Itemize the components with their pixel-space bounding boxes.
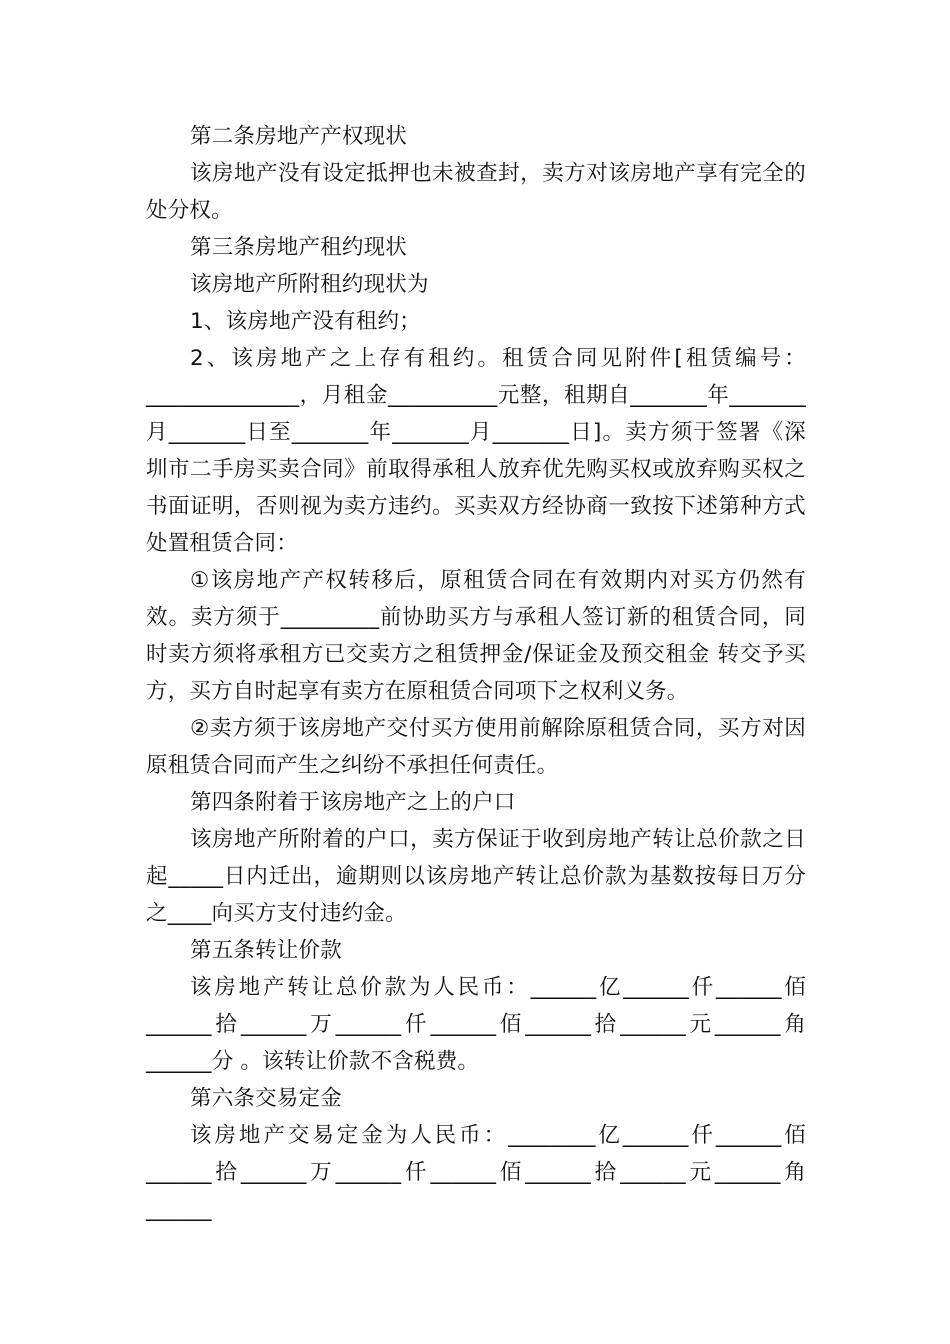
document-body: [146, 118, 806, 1228]
article-3-item-1: 1、该房地产没有租约；: [190, 309, 421, 334]
article-3-option-2: ②卖方须于该房地产交付买方使用前解除原租赁合同，买方对因原租赁合同而产生之纠纷不承担任何责任。: [146, 716, 806, 778]
article-4-heading: 第四条附着于该房地产之上的户口: [190, 790, 516, 815]
article-6-body: 该房地产交易定金为人民币：________亿______仟______佰______拾______万______仟______佰______拾______元______角______: [146, 1123, 806, 1222]
article-4-body: 该房地产所附着的户口，卖方保证于收到房地产转让总价款之日起_____日内迁出，逾期则以该房地产转让总价款为基数按每日万分之____向买方支付违约金。: [146, 827, 806, 926]
article-6-heading: 第六条交易定金: [190, 1086, 342, 1111]
article-3-heading: 第三条房地产租约现状: [190, 235, 408, 260]
article-2-body: 该房地产没有设定抵押也未被查封，卖方对该房地产享有完全的处分权。: [146, 161, 806, 223]
article-3-intro: 该房地产所附租约现状为: [190, 272, 429, 297]
article-3-item-2: 2、该房地产之上存有租约。租赁合同见附件[租赁编号：______________，月租金__________元整，租期自_______年_______月_______日至_______年_______月_______日]。卖方须于签署《深圳市二手房买卖合同》前取得承租人放弃优先购买权或放弃购买权之书面证明，否则视为卖方违约。买卖双方经协商一致按下述第种方式处置租赁合同：: [146, 346, 806, 556]
article-3-option-1: ①该房地产产权转移后，原租赁合同在有效期内对买方仍然有效。卖方须于_________前协助买方与承租人签订新的租赁合同，同时卖方须将承租方已交卖方之租赁押金/保证金及预交租金 转交予买方，买方自时起享有卖方在原租赁合同项下之权利义务。: [146, 568, 806, 704]
article-5-heading: 第五条转让价款: [190, 938, 342, 963]
article-5-body: 该房地产转让总价款为人民币：______亿______仟______佰______拾______万______仟______佰______拾______元______角______分 。该转让价款不含税费。: [146, 975, 806, 1074]
article-2-heading: 第二条房地产产权现状: [190, 124, 408, 149]
